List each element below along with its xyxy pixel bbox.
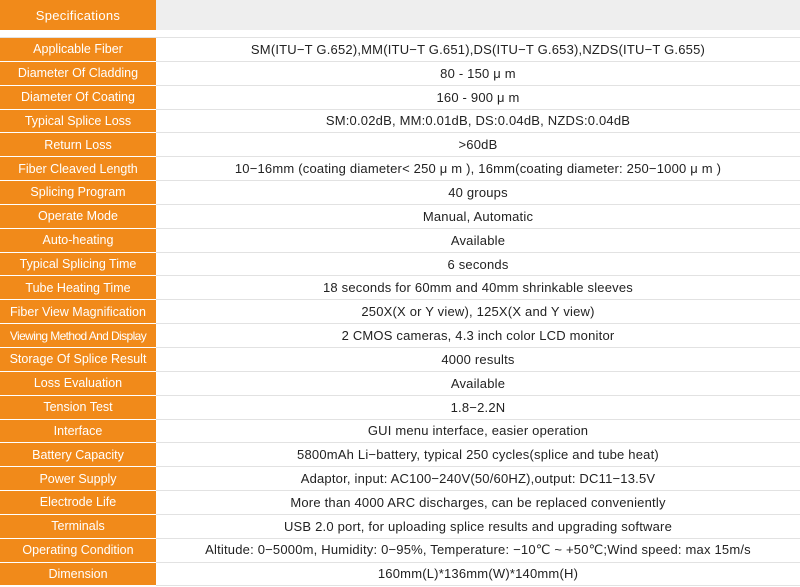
spec-value: SM(ITU−T G.652),MM(ITU−T G.651),DS(ITU−T G.653),NZDS(ITU−T G.655) [250, 41, 706, 57]
spec-value: 10−16mm (coating diameter< 250 μ m ), 16mm(coating diameter: 250−1000 μ m ) [234, 161, 722, 177]
spec-value: 2 CMOS cameras, 4.3 inch color LCD monitor [341, 328, 615, 344]
spec-label: Battery Capacity [0, 443, 156, 467]
spec-row-electrode-life [0, 491, 800, 515]
spec-label: Diameter Of Cladding [0, 62, 156, 86]
spec-row-diameter-cladding [0, 62, 800, 86]
spec-row-tube-heating [0, 276, 800, 300]
spec-value: Available [450, 232, 506, 248]
spec-row-applicable-fiber [0, 38, 800, 62]
spec-value: 5800mAh Li−battery, typical 250 cycles(splice and tube heat) [297, 447, 659, 463]
spec-label: Operate Mode [0, 205, 156, 229]
spec-row-power-supply [0, 467, 800, 491]
spec-label: Splicing Program [0, 181, 156, 205]
spec-value: 6 seconds [447, 256, 509, 272]
spec-value: 250X(X or Y view), 125X(X and Y view) [361, 304, 595, 320]
spec-label: Fiber Cleaved Length [0, 157, 156, 181]
spec-label: Loss Evaluation [0, 372, 156, 396]
spec-value: More than 4000 ARC discharges, can be replaced conveniently [290, 494, 666, 510]
spec-row-auto-heating [0, 229, 800, 253]
spec-value: USB 2.0 port, for uploading splice results and upgrading software [283, 518, 673, 534]
spec-row-cleaved-length [0, 157, 800, 181]
spec-row-splicing-program [0, 181, 800, 205]
spec-label: Auto-heating [0, 229, 156, 253]
spec-value: 80 - 150 μ m [440, 65, 516, 81]
spec-value: 4000 results [441, 351, 515, 367]
spec-row-interface [0, 420, 800, 444]
spec-value: SM:0.02dB, MM:0.01dB, DS:0.04dB, NZDS:0.04dB [325, 113, 631, 129]
spec-label: Applicable Fiber [0, 38, 156, 62]
spec-label: Terminals [0, 515, 156, 539]
spec-value: 160 - 900 μ m [436, 89, 520, 105]
spec-row-battery [0, 443, 800, 467]
spec-value: GUI menu interface, easier operation [367, 423, 589, 439]
spec-label: Tube Heating Time [0, 276, 156, 300]
spec-row-operating-condition [0, 539, 800, 563]
specifications-tab: Specifications [0, 0, 156, 30]
spec-label: Viewing Method And Display [0, 324, 156, 348]
spec-value: >60dB [458, 137, 498, 153]
spec-row-diameter-coating [0, 86, 800, 110]
spec-row-tension-test [0, 396, 800, 420]
spec-value: 160mm(L)*136mm(W)*140mm(H) [377, 566, 579, 582]
spec-label: Dimension [0, 563, 156, 587]
spec-row-loss-evaluation [0, 372, 800, 396]
spec-label: Tension Test [0, 396, 156, 420]
spec-row-return-loss [0, 133, 800, 157]
spec-label: Typical Splicing Time [0, 253, 156, 277]
spec-row-splice-loss [0, 110, 800, 134]
spec-row-storage [0, 348, 800, 372]
spec-label: Power Supply [0, 467, 156, 491]
spec-value: Altitude: 0−5000m, Humidity: 0−95%, Temperature: −10℃ ~ +50℃;Wind speed: max 15m/s [205, 542, 751, 558]
spec-label: Typical Splice Loss [0, 110, 156, 134]
spec-label: Return Loss [0, 133, 156, 157]
spec-row-magnification [0, 300, 800, 324]
spec-label: Fiber View Magnification [0, 300, 156, 324]
spec-value: 40 groups [448, 184, 508, 200]
spec-label: Storage Of Splice Result [0, 348, 156, 372]
spec-value: Manual, Automatic [422, 208, 534, 224]
spec-value: Adaptor, input: AC100−240V(50/60HZ),output: DC11−13.5V [300, 471, 656, 487]
spec-label: Interface [0, 420, 156, 444]
spec-label: Electrode Life [0, 491, 156, 515]
spec-row-viewing-method [0, 324, 800, 348]
spec-row-operate-mode [0, 205, 800, 229]
specifications-table [0, 37, 800, 586]
spec-value: 1.8−2.2N [450, 399, 506, 415]
spec-row-dimension [0, 563, 800, 587]
spec-row-splicing-time [0, 253, 800, 277]
header-bar [0, 0, 800, 30]
spec-value: Available [450, 375, 506, 391]
spec-value: 18 seconds for 60mm and 40mm shrinkable sleeves [323, 280, 633, 296]
spec-label: Diameter Of Coating [0, 86, 156, 110]
spec-row-terminals [0, 515, 800, 539]
spec-label: Operating Condition [0, 539, 156, 563]
